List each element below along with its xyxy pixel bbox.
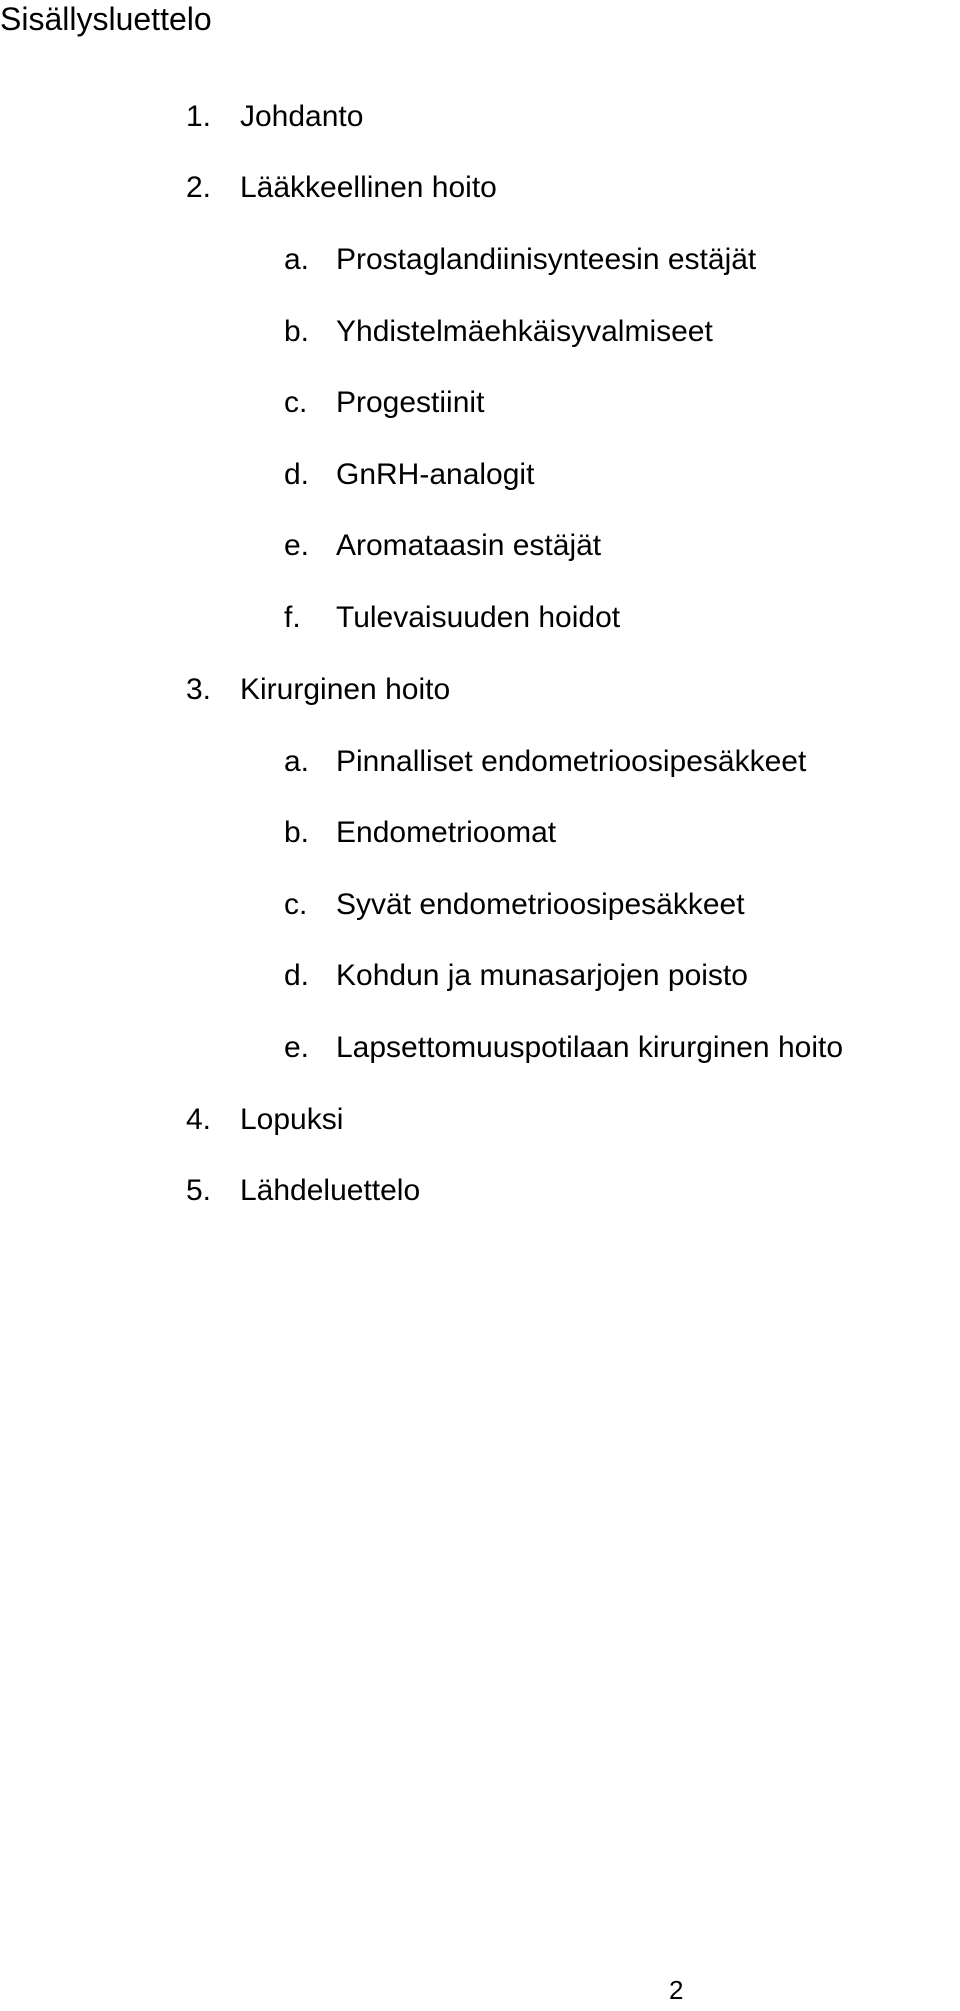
toc-item-letter: a. bbox=[284, 243, 310, 276]
toc-item-text: Johdanto bbox=[240, 100, 364, 133]
toc-item-letter: a. bbox=[284, 745, 310, 778]
toc-item-5 bbox=[186, 1171, 420, 1211]
toc-item-text: Yhdistelmäehkäisyvalmiseet bbox=[336, 315, 713, 348]
toc-item-number: 4. bbox=[186, 1103, 212, 1136]
toc-item-text: Lähdeluettelo bbox=[240, 1174, 421, 1207]
toc-item-letter: f. bbox=[284, 601, 301, 634]
toc-item-3 bbox=[186, 670, 450, 710]
toc-item-2e bbox=[284, 526, 601, 566]
toc-item-text: Aromataasin estäjät bbox=[336, 529, 602, 562]
toc-item-text: Lapsettomuuspotilaan kirurginen hoito bbox=[336, 1031, 843, 1064]
toc-item-3c bbox=[284, 885, 745, 925]
toc-item-letter: e. bbox=[284, 1031, 310, 1064]
toc-item-text: Lääkkeellinen hoito bbox=[240, 171, 497, 204]
toc-item-2a bbox=[284, 240, 756, 280]
toc-item-letter: e. bbox=[284, 529, 310, 562]
toc-item-text: Pinnalliset endometrioosipesäkkeet bbox=[336, 745, 807, 778]
toc-item-3e bbox=[284, 1028, 843, 1068]
toc-item-letter: c. bbox=[284, 386, 308, 419]
toc-item-2 bbox=[186, 168, 497, 208]
toc-item-3b bbox=[284, 813, 556, 853]
toc-item-text: Kirurginen hoito bbox=[240, 673, 451, 706]
toc-item-2b bbox=[284, 312, 713, 352]
toc-item-text: Prostaglandiinisynteesin estäjät bbox=[336, 243, 757, 276]
toc-item-text: Kohdun ja munasarjojen poisto bbox=[336, 959, 748, 992]
toc-item-4 bbox=[186, 1100, 343, 1140]
toc-item-text: Lopuksi bbox=[240, 1103, 344, 1136]
toc-item-letter: b. bbox=[284, 816, 310, 849]
toc-item-letter: c. bbox=[284, 888, 308, 921]
toc-item-number: 3. bbox=[186, 673, 212, 706]
toc-item-letter: d. bbox=[284, 959, 310, 992]
toc-item-letter: d. bbox=[284, 458, 310, 491]
toc-item-2d bbox=[284, 455, 534, 495]
page-number: 2 bbox=[669, 1975, 684, 2005]
toc-item-1 bbox=[186, 97, 363, 137]
toc-item-text: Syvät endometrioosipesäkkeet bbox=[336, 888, 745, 921]
toc-item-3d bbox=[284, 956, 748, 996]
toc-item-2f bbox=[284, 598, 620, 638]
toc-item-letter: b. bbox=[284, 315, 310, 348]
toc-item-text: Progestiinit bbox=[336, 386, 485, 419]
toc-item-3a bbox=[284, 742, 806, 782]
toc-item-2c bbox=[284, 383, 484, 423]
toc-item-number: 1. bbox=[186, 100, 212, 133]
toc-item-text: GnRH-analogit bbox=[336, 458, 535, 491]
toc-item-number: 2. bbox=[186, 171, 212, 204]
toc-item-text: Endometrioomat bbox=[336, 816, 557, 849]
page-title: Sisällysluettelo bbox=[0, 1, 212, 37]
toc-item-number: 5. bbox=[186, 1174, 212, 1207]
toc-item-text: Tulevaisuuden hoidot bbox=[336, 601, 621, 634]
